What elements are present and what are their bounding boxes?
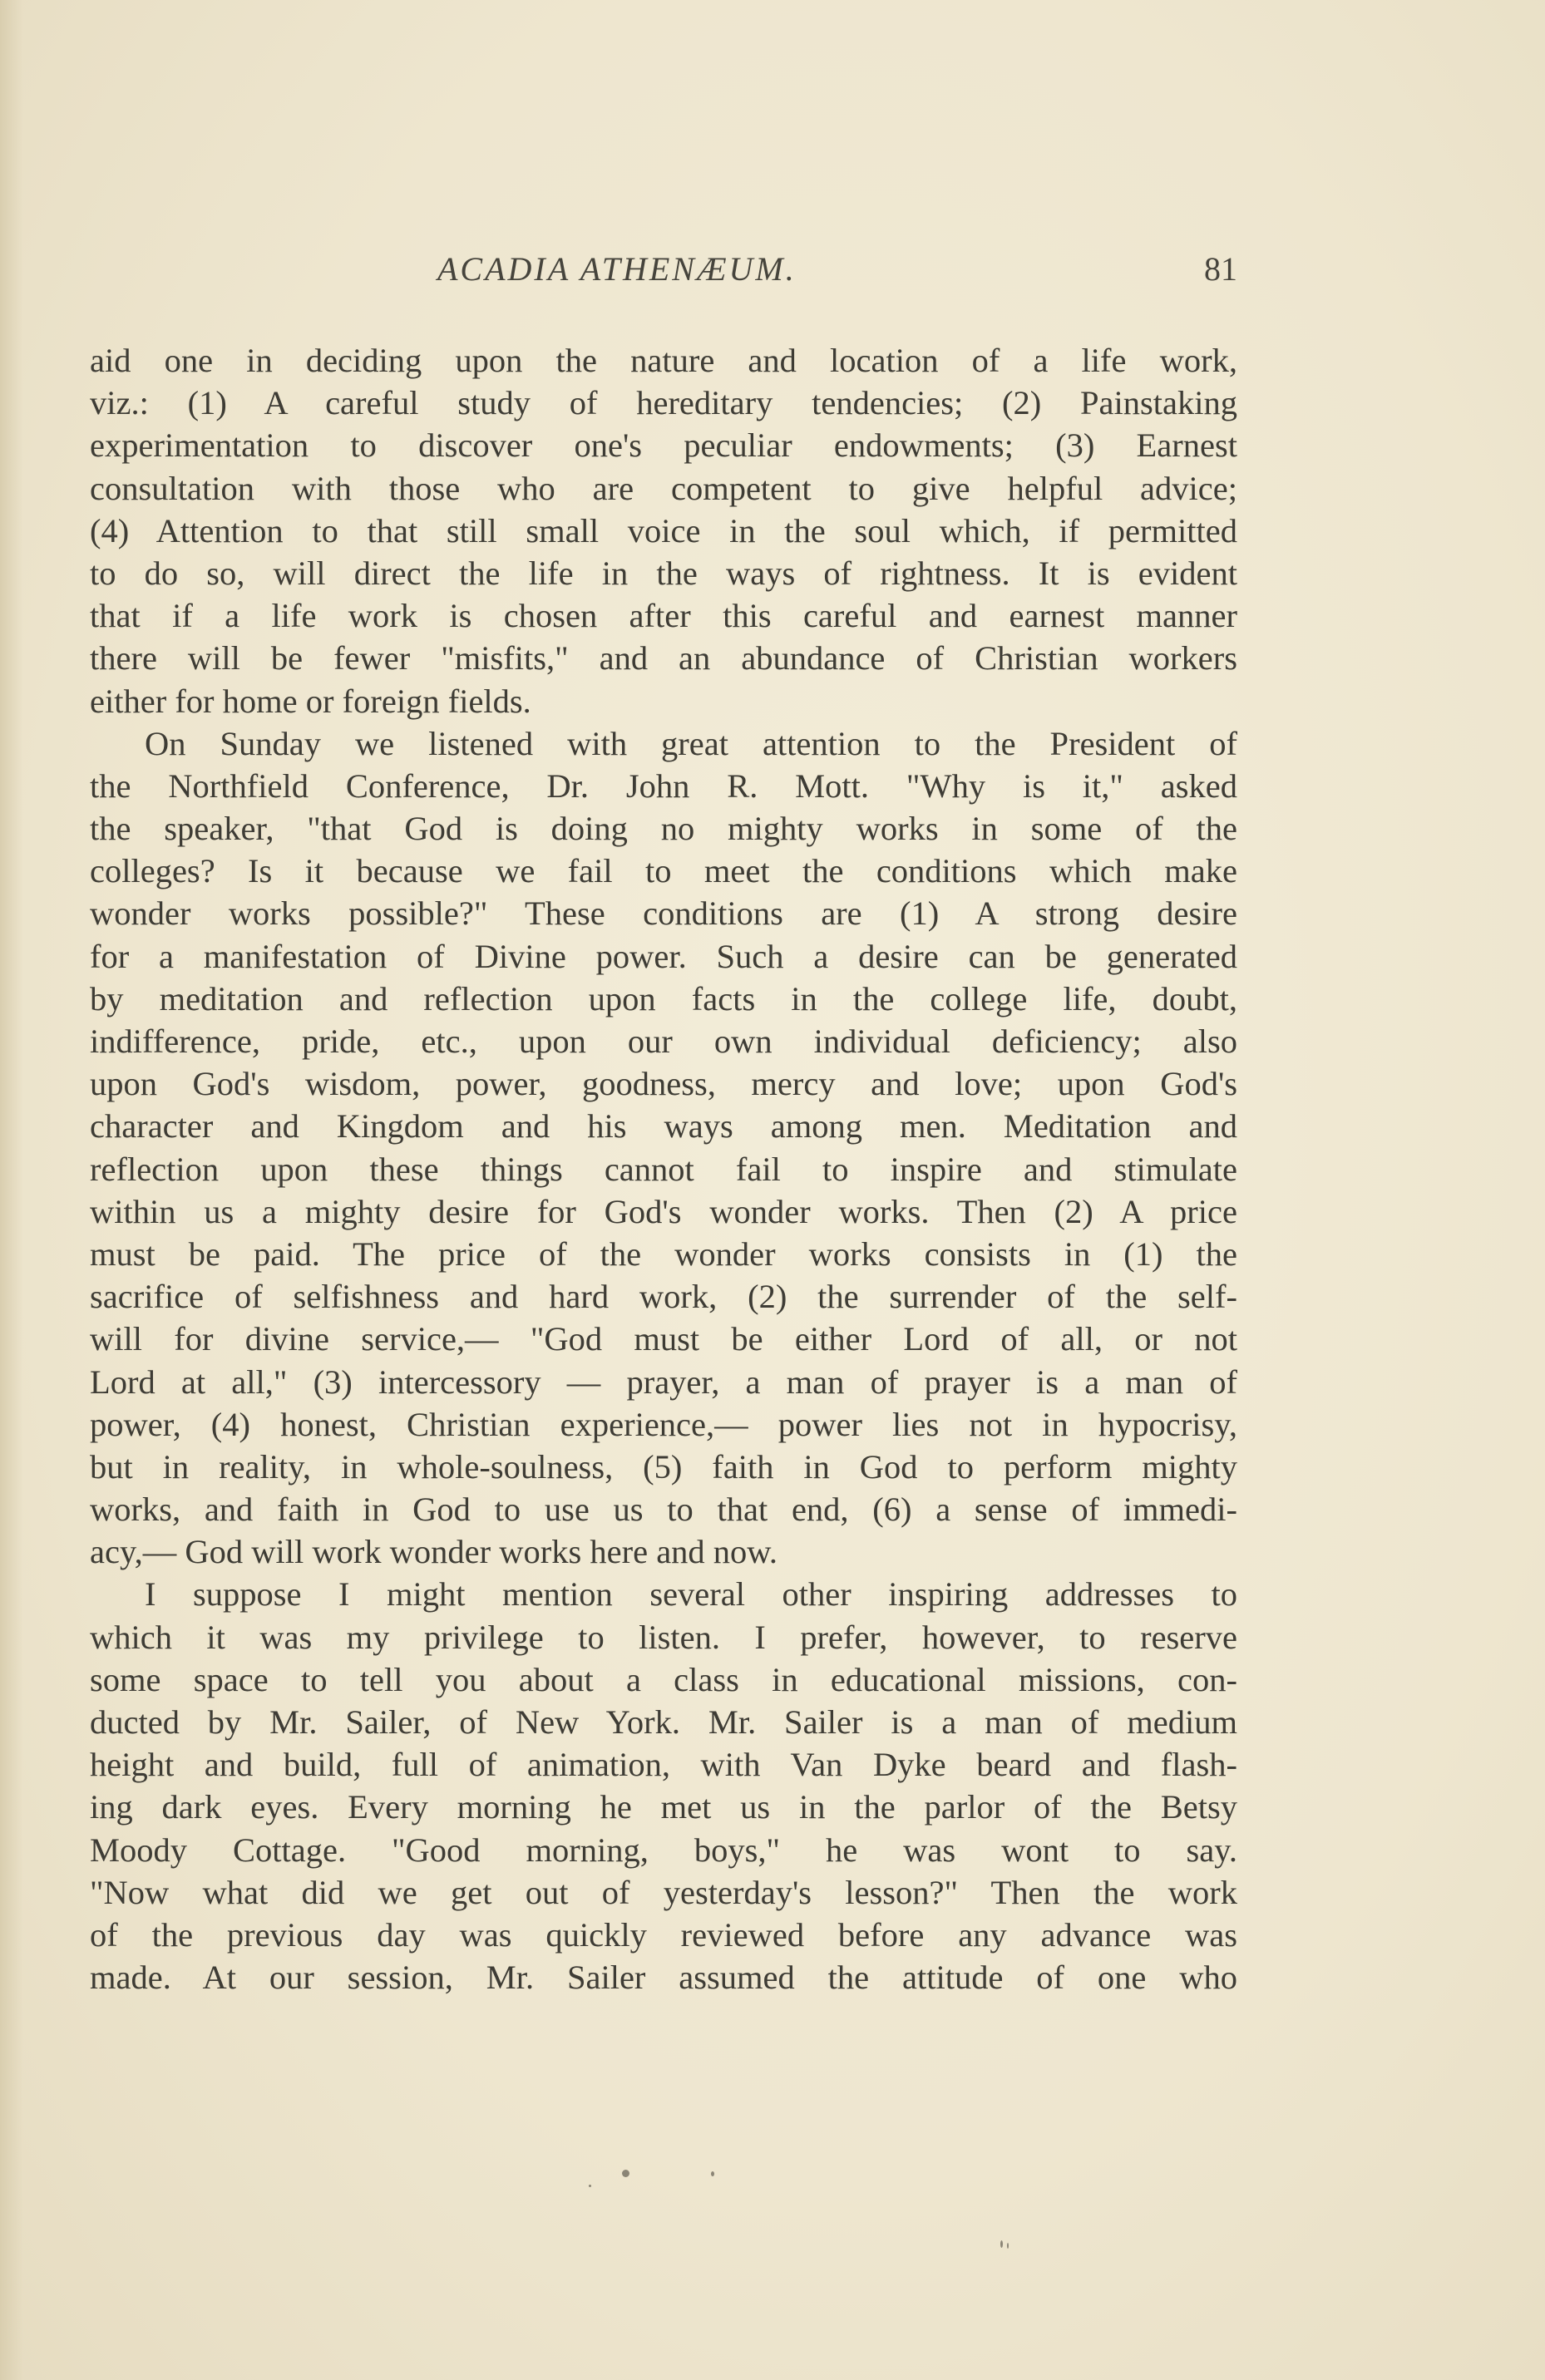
text-line: experimentation to discover one's peculiar endowments; (3) Earnest <box>90 426 1237 465</box>
text-line: of the previous day was quickly reviewed before any advance was <box>90 1915 1237 1954</box>
page-edge-shadow <box>0 0 23 2380</box>
text-line: aid one in deciding upon the nature and location of a life work, <box>90 342 1237 379</box>
page-number: 81 <box>1204 250 1237 288</box>
text-line: by meditation and reflection upon facts in the college life, doubt, <box>90 979 1237 1018</box>
text-line: ing dark eyes. Every morning he met us in the parlor of the Betsy <box>90 1788 1237 1826</box>
text-line: Moody Cottage. "Good morning, boys," he was wont to say. <box>90 1831 1237 1869</box>
running-title: ACADIA ATHENÆUM. <box>437 250 797 288</box>
text-line: works, and faith in God to use us to that end, (6) a sense of immedi- <box>90 1491 1237 1529</box>
paper-speck <box>622 2170 629 2177</box>
text-line: character and Kingdom and his ways among men. Meditation and <box>90 1107 1237 1146</box>
text-line: power, (4) honest, Christian experience,— power lies not in hypocrisy, <box>90 1405 1237 1443</box>
text-line: to do so, will direct the life in the ways of rightness. It is evident <box>90 554 1237 592</box>
paper-speck <box>1000 2240 1003 2248</box>
text-line: sacrifice of selfishness and hard work, (2) the surrender of the self- <box>90 1278 1237 1316</box>
paper-speck <box>589 2185 591 2187</box>
text-line: the speaker, "that God is doing no mighty works in some of the <box>90 810 1237 848</box>
text-line: but in reality, in whole-soulness, (5) faith in God to perform mighty <box>90 1447 1237 1486</box>
text-line: (4) Attention to that still small voice in the soul which, if permitted <box>90 511 1237 549</box>
text-line: Lord at all," (3) intercessory — prayer, a man of prayer is a man of <box>90 1362 1237 1401</box>
text-line: either for home or foreign fields. <box>90 682 531 720</box>
text-line: "Now what did we get out of yesterday's lesson?" Then the work <box>90 1873 1237 1911</box>
text-line: acy,— God will work wonder works here and now. <box>90 1533 778 1571</box>
text-line: within us a mighty desire for God's wonder works. Then (2) A price <box>90 1192 1237 1230</box>
paper-speck <box>1007 2243 1009 2249</box>
text-line: viz.: (1) A careful study of hereditary tendencies; (2) Painstaking <box>90 384 1237 422</box>
text-line: wonder works possible?" These conditions are (1) A strong desire <box>90 894 1237 933</box>
text-line: ducted by Mr. Sailer, of New York. Mr. Sailer is a man of medium <box>90 1703 1237 1741</box>
text-line: On Sunday we listened with great attention to the President of <box>145 724 1237 762</box>
text-line: the Northfield Conference, Dr. John R. Mott. "Why is it," asked <box>90 766 1237 805</box>
text-line: height and build, full of animation, with Van Dyke beard and flash- <box>90 1746 1237 1784</box>
text-line: made. At our session, Mr. Sailer assumed the attitude of one who <box>90 1959 1237 1997</box>
text-line: must be paid. The price of the wonder works consists in (1) the <box>90 1234 1237 1273</box>
text-line: some space to tell you about a class in educational missions, con- <box>90 1660 1237 1698</box>
text-line: there will be fewer "misfits," and an abundance of Christian workers <box>90 639 1237 678</box>
text-line: indifference, pride, etc., upon our own individual deficiency; also <box>90 1022 1237 1060</box>
running-head <box>90 249 1237 299</box>
body-text <box>90 339 1237 1998</box>
text-line: upon God's wisdom, power, goodness, mercy and love; upon God's <box>90 1065 1237 1103</box>
text-line: for a manifestation of Divine power. Such a desire can be generated <box>90 937 1237 975</box>
text-line: colleges? Is it because we fail to meet the conditions which make <box>90 852 1237 890</box>
text-line: which it was my privilege to listen. I prefer, however, to reserve <box>90 1618 1237 1656</box>
paper-speck <box>711 2171 714 2176</box>
text-line: I suppose I might mention several other inspiring addresses to <box>145 1575 1237 1614</box>
text-line: that if a life work is chosen after this careful and earnest manner <box>90 597 1237 635</box>
text-line: consultation with those who are competent to give helpful advice; <box>90 469 1237 507</box>
text-line: will for divine service,— "God must be either Lord of all, or not <box>90 1320 1237 1358</box>
text-line: reflection upon these things cannot fail to inspire and stimulate <box>90 1150 1237 1188</box>
